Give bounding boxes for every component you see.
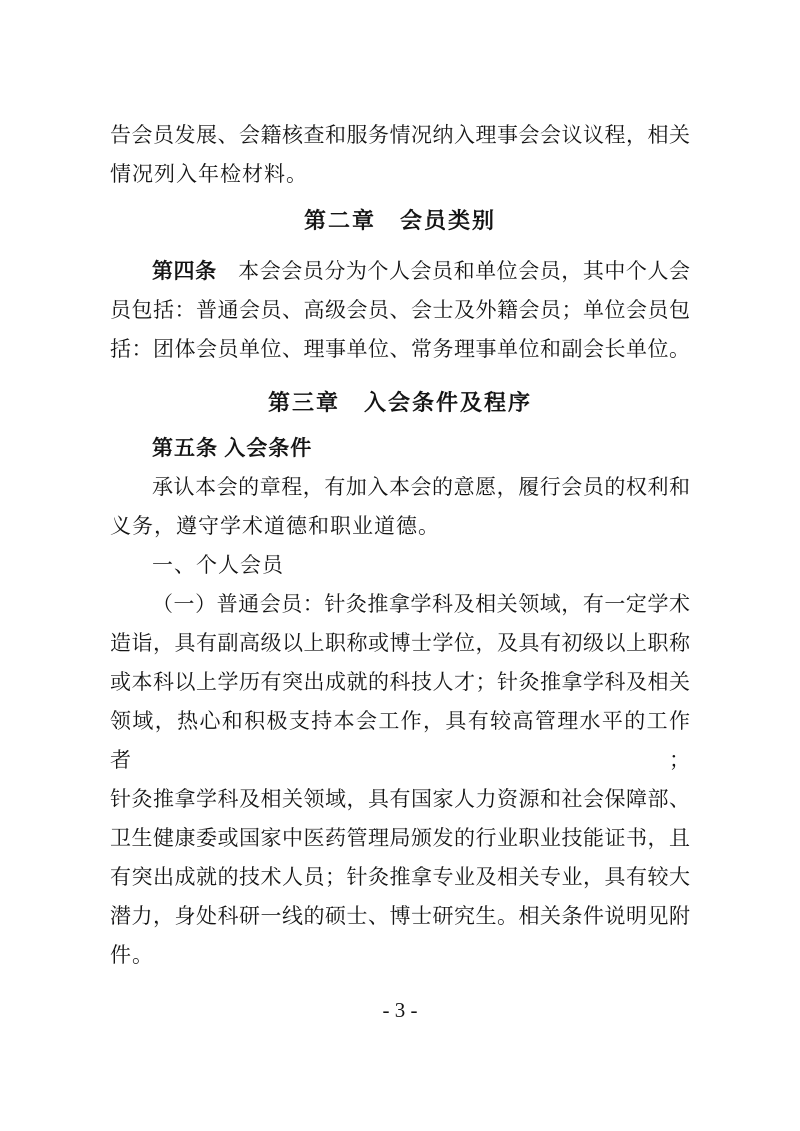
- paragraph-line: 卫生健康委或国家中医药管理局颁发的行业职业技能证书，且: [110, 826, 690, 850]
- article-5-pledge-paragraph: [110, 468, 690, 546]
- paragraph-line: 情况列入年检材料。: [110, 162, 308, 186]
- paragraph-line: 承认本会的章程，有加入本会的意愿，履行会员的权利和: [152, 475, 690, 499]
- article-4-text: 本会会员分为个人会员和单位会员，其中个人会: [216, 259, 690, 283]
- section-1-title: 一、个人会员: [152, 553, 284, 577]
- paragraph-line: [110, 252, 690, 291]
- chapter-2-heading: 第二章 会员类别: [303, 208, 496, 233]
- article-4-paragraph: [110, 252, 690, 369]
- paragraph-line: 员包括：普通会员、高级会员、会士及外籍会员；单位会员包: [110, 298, 690, 322]
- paragraph-line: 或本科以上学历有突出成就的科技人才；针灸推拿学科及相关: [110, 670, 690, 694]
- paragraph-line: 潜力，身处科研一线的硕士、博士研究生。相关条件说明见附: [110, 904, 690, 928]
- paragraph-line: 义务，遵守学术道德和职业道德。: [110, 514, 440, 538]
- paragraph-line: 造诣，具有副高级以上职称或博士学位，及具有初级以上职称: [110, 631, 690, 655]
- item-1-paragraph: [110, 585, 690, 975]
- paragraph-line: 括：团体会员单位、理事单位、常务理事单位和副会长单位。: [110, 337, 690, 361]
- page-number: - 3 -: [382, 998, 418, 1022]
- chapter-3-heading: 第三章 入会条件及程序: [267, 390, 532, 415]
- paragraph-line: 件。: [110, 943, 154, 967]
- paragraph-line: （一）普通会员：针灸推拿学科及相关领域，有一定学术: [152, 592, 690, 616]
- paragraph-line: 告会员发展、会籍核查和服务情况纳入理事会会议议程，相关: [110, 123, 690, 147]
- article-4-label: 第四条: [152, 259, 217, 283]
- article-5-heading: 第五条 入会条件: [152, 436, 313, 460]
- paragraph-line: 有突出成就的技术人员；针灸推拿专业及相关专业，具有较大: [110, 865, 690, 889]
- paragraph-line: 针灸推拿学科及相关领域，具有国家人力资源和社会保障部、: [110, 787, 690, 811]
- paragraph-line: 领域，热心和积极支持本会工作，具有较高管理水平的工作者；: [110, 709, 690, 772]
- intro-paragraph: [110, 116, 690, 194]
- document-content: [110, 116, 690, 975]
